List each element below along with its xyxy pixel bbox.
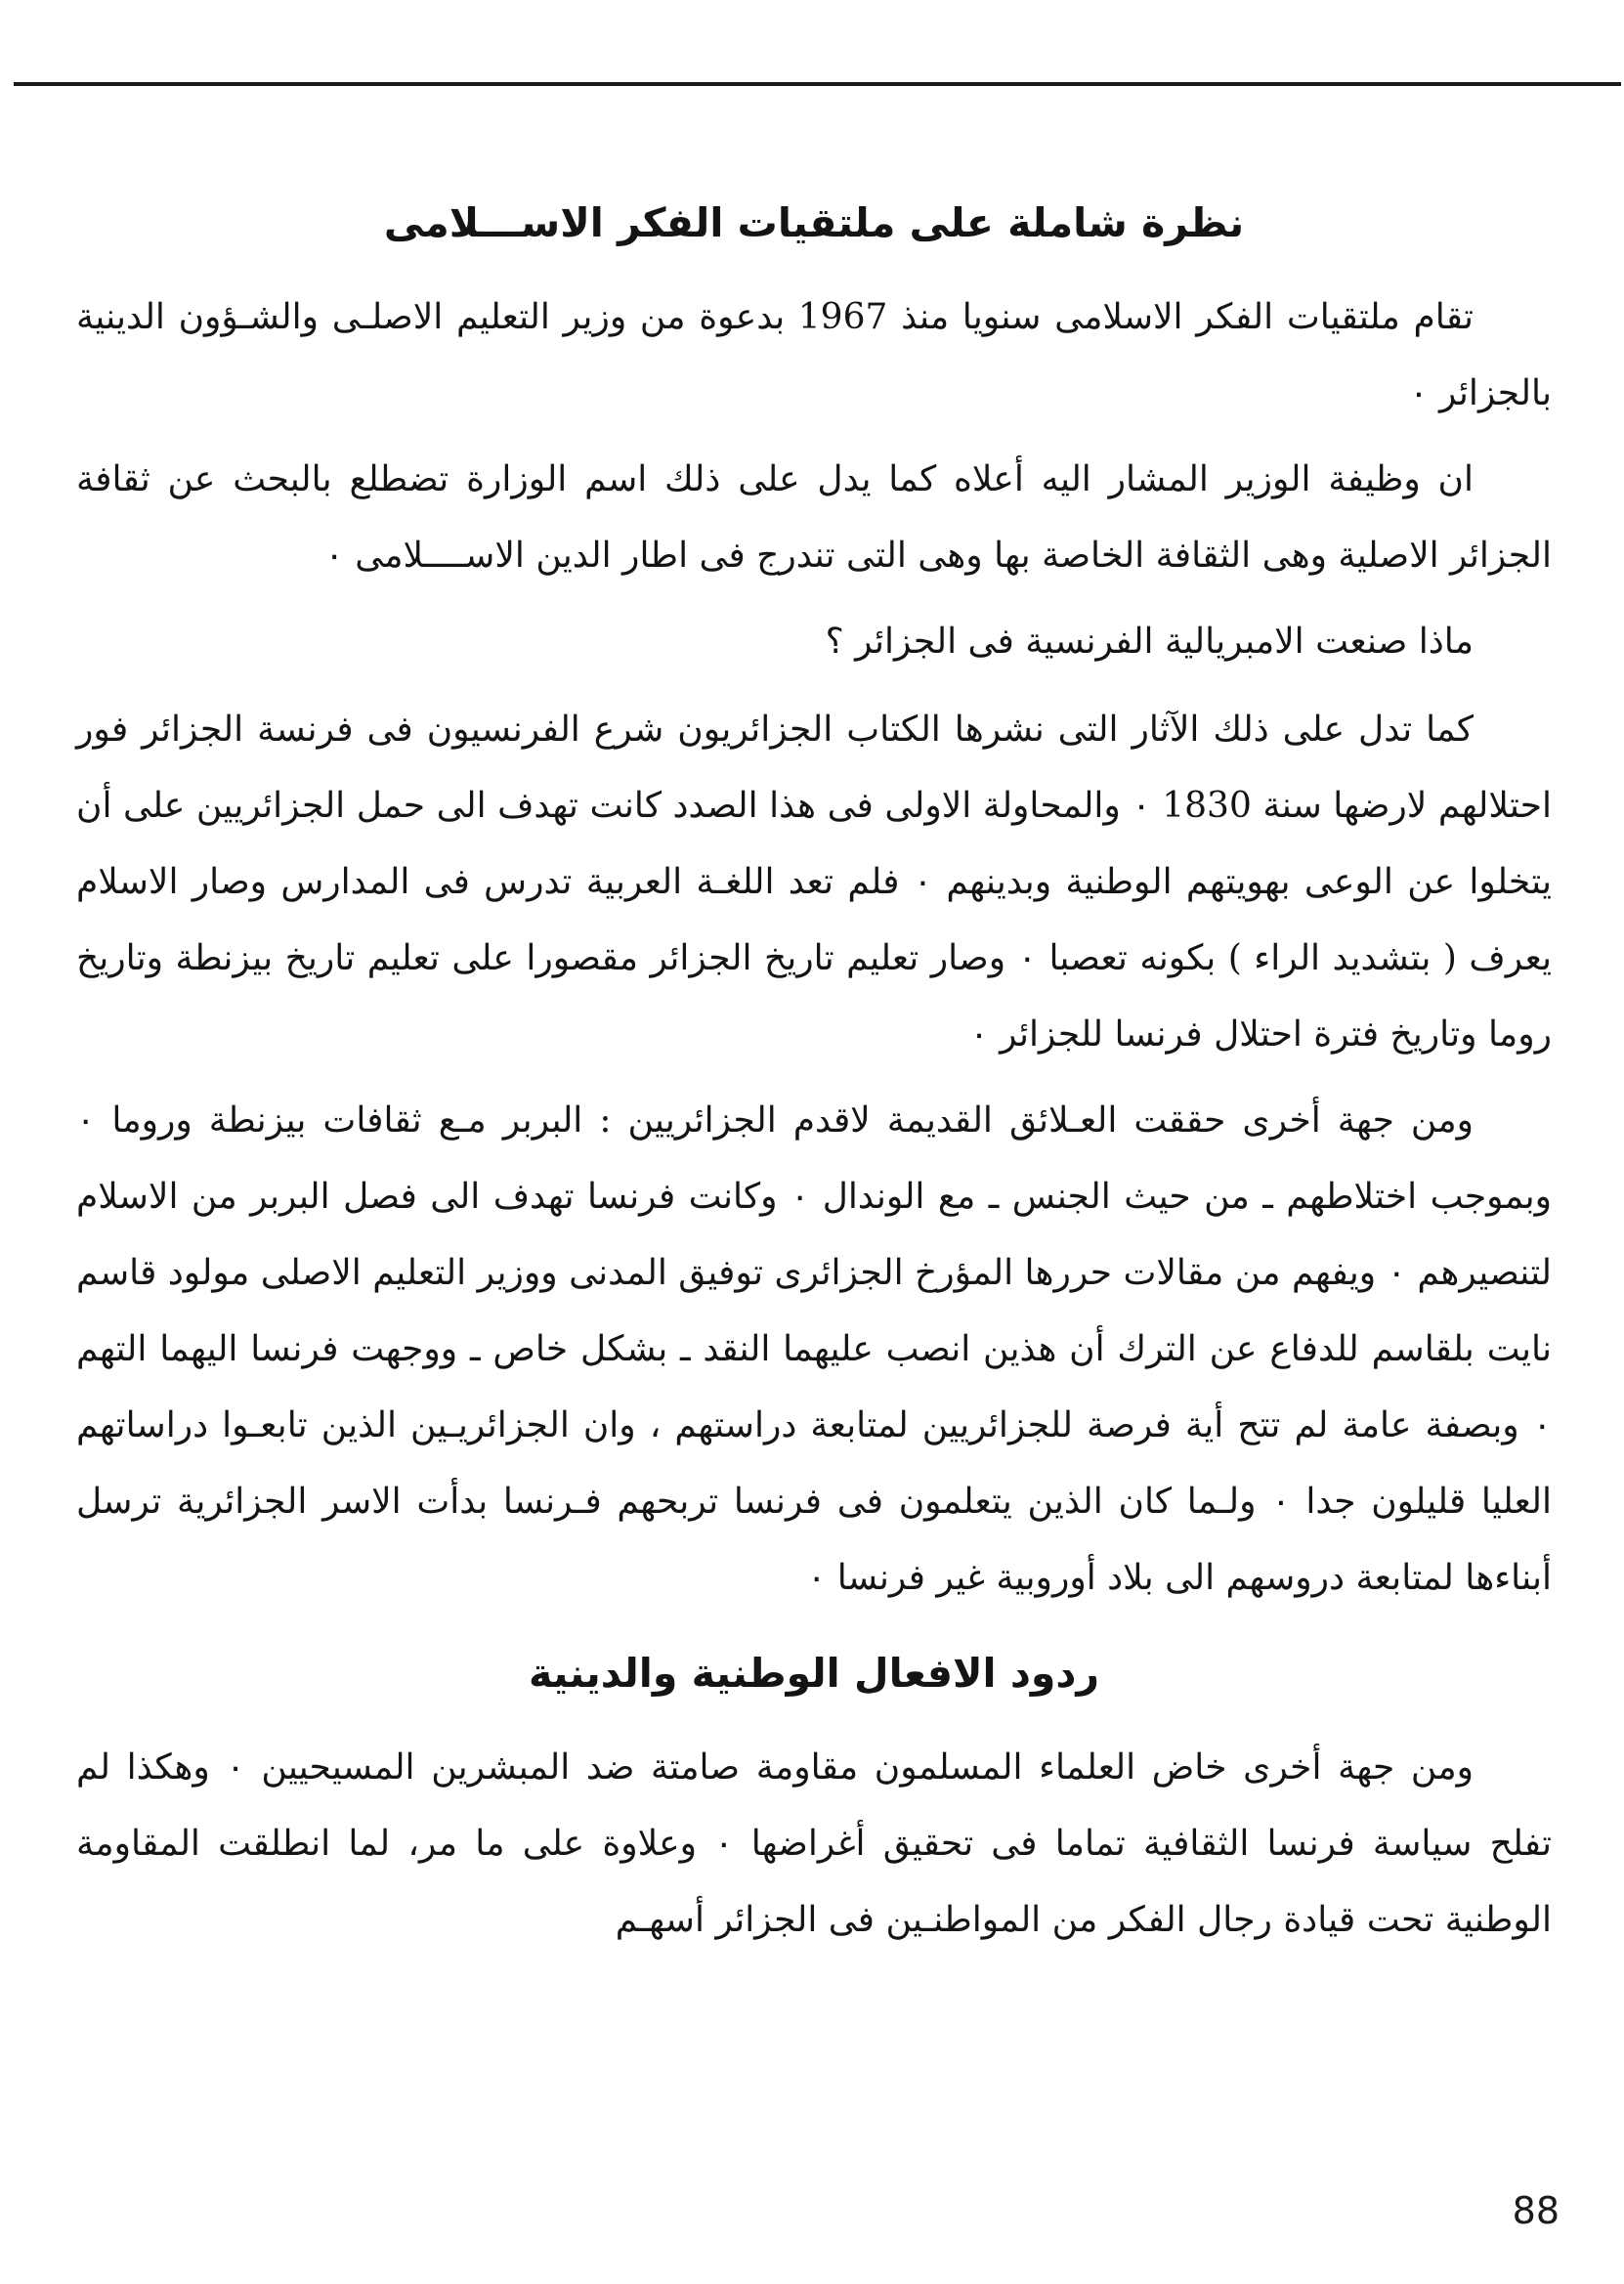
paragraph-question: ماذا صنعت الامبريالية الفرنسية فى الجزائر ؟: [825, 622, 1474, 662]
paragraph-resistance: ومن جهة أخرى خاض العلماء المسلمون مقاومة صامتة ضد المبشرين المسيحيين ٠ وهكذا لم تفلح سياسة فرنسا الثقافية تماما فى تحقيق أغراضها ٠ وعلاوة على ما مر، لما انطلقت المقاومة الوطنية تحت قيادة رجال الفكر من المواطنـين فى الجزائر أسهـم: [76, 1747, 1552, 1940]
page-title: نظرة شاملة على ملتقيات الفكر الاســـلامى: [383, 199, 1245, 246]
page-content: [76, 192, 1552, 1968]
page-number: 88: [1512, 2189, 1560, 2232]
section-heading: ردود الافعال الوطنية والدينية: [529, 1650, 1099, 1697]
paragraph-colonial-policy: كما تدل على ذلك الآثار التى نشرها الكتاب الجزائريون شرع الفرنسيون فى فرنسة الجزائر فور احتلالهم لارضها سنة 1830 ٠ والمحاولة الاولى فى هذا الصدد كانت تهدف الى حمل الجزائريين على أن يتخلوا عن الوعى بهويتهم الوطنية وبدينهم ٠ فلم تعد اللغـة العربية تدرس فى المدارس وصار الاسلام يعرف ( بتشديد الراء ) بكونه تعصبا ٠ وصار تعليم تاريخ الجزائر مقصورا على تعليم تاريخ بيزنطة وتاريخ روما وتاريخ فترة احتلال فرنسا للجزائر ٠: [76, 710, 1553, 1055]
paragraph-ministry: ان وظيفة الوزير المشار اليه أعلاه كما يدل على ذلك اسم الوزارة تضطلع بالبحث عن ثقافة الجزائر الاصلية وهى الثقافة الخاصة بها وهى التى تندرج فى اطار الدين الاســــلامى ٠: [76, 459, 1552, 576]
top-rule: [14, 82, 1621, 86]
paragraph-berbers: ومن جهة أخرى حققت العـلائق القديمة لاقدم الجزائريين : البربر مـع ثقافات بيزنطة وروما ٠ وبموجب اختلاطهم ـ من حيث الجنس ـ مع الوندال ٠ وكانت فرنسا تهدف الى فصل البربر من الاسلام لتنصيرهم ٠ ويفهم من مقالات حررها المؤرخ الجزائرى توفيق المدنى ووزير التعليم الاصلى مولود قاسم نايت بلقاسم للدفاع عن الترك أن هذين انصب عليهما النقد ـ بشكل خاص ـ ووجهت فرنسا اليهما التهم ٠ وبصفة عامة لم تتح أية فرصة للجزائريين لمتابعة دراستهم ، وان الجزائريـين الذين تابعـوا دراساتهم العليا قليلون جدا ٠ ولـما كان الذين يتعلمون فى فرنسا تربحهم فـرنسا بدأت الاسر الجزائرية ترسل أبناءها لمتابعة دروسهم الى بلاد أوروبية غير فرنسا ٠: [76, 1100, 1552, 1598]
paragraph-intro: تقام ملتقيات الفكر الاسلامى سنويا منذ 1967 بدعوة من وزير التعليم الاصلـى والشـؤون الدينية بالجزائر ٠: [76, 297, 1552, 413]
